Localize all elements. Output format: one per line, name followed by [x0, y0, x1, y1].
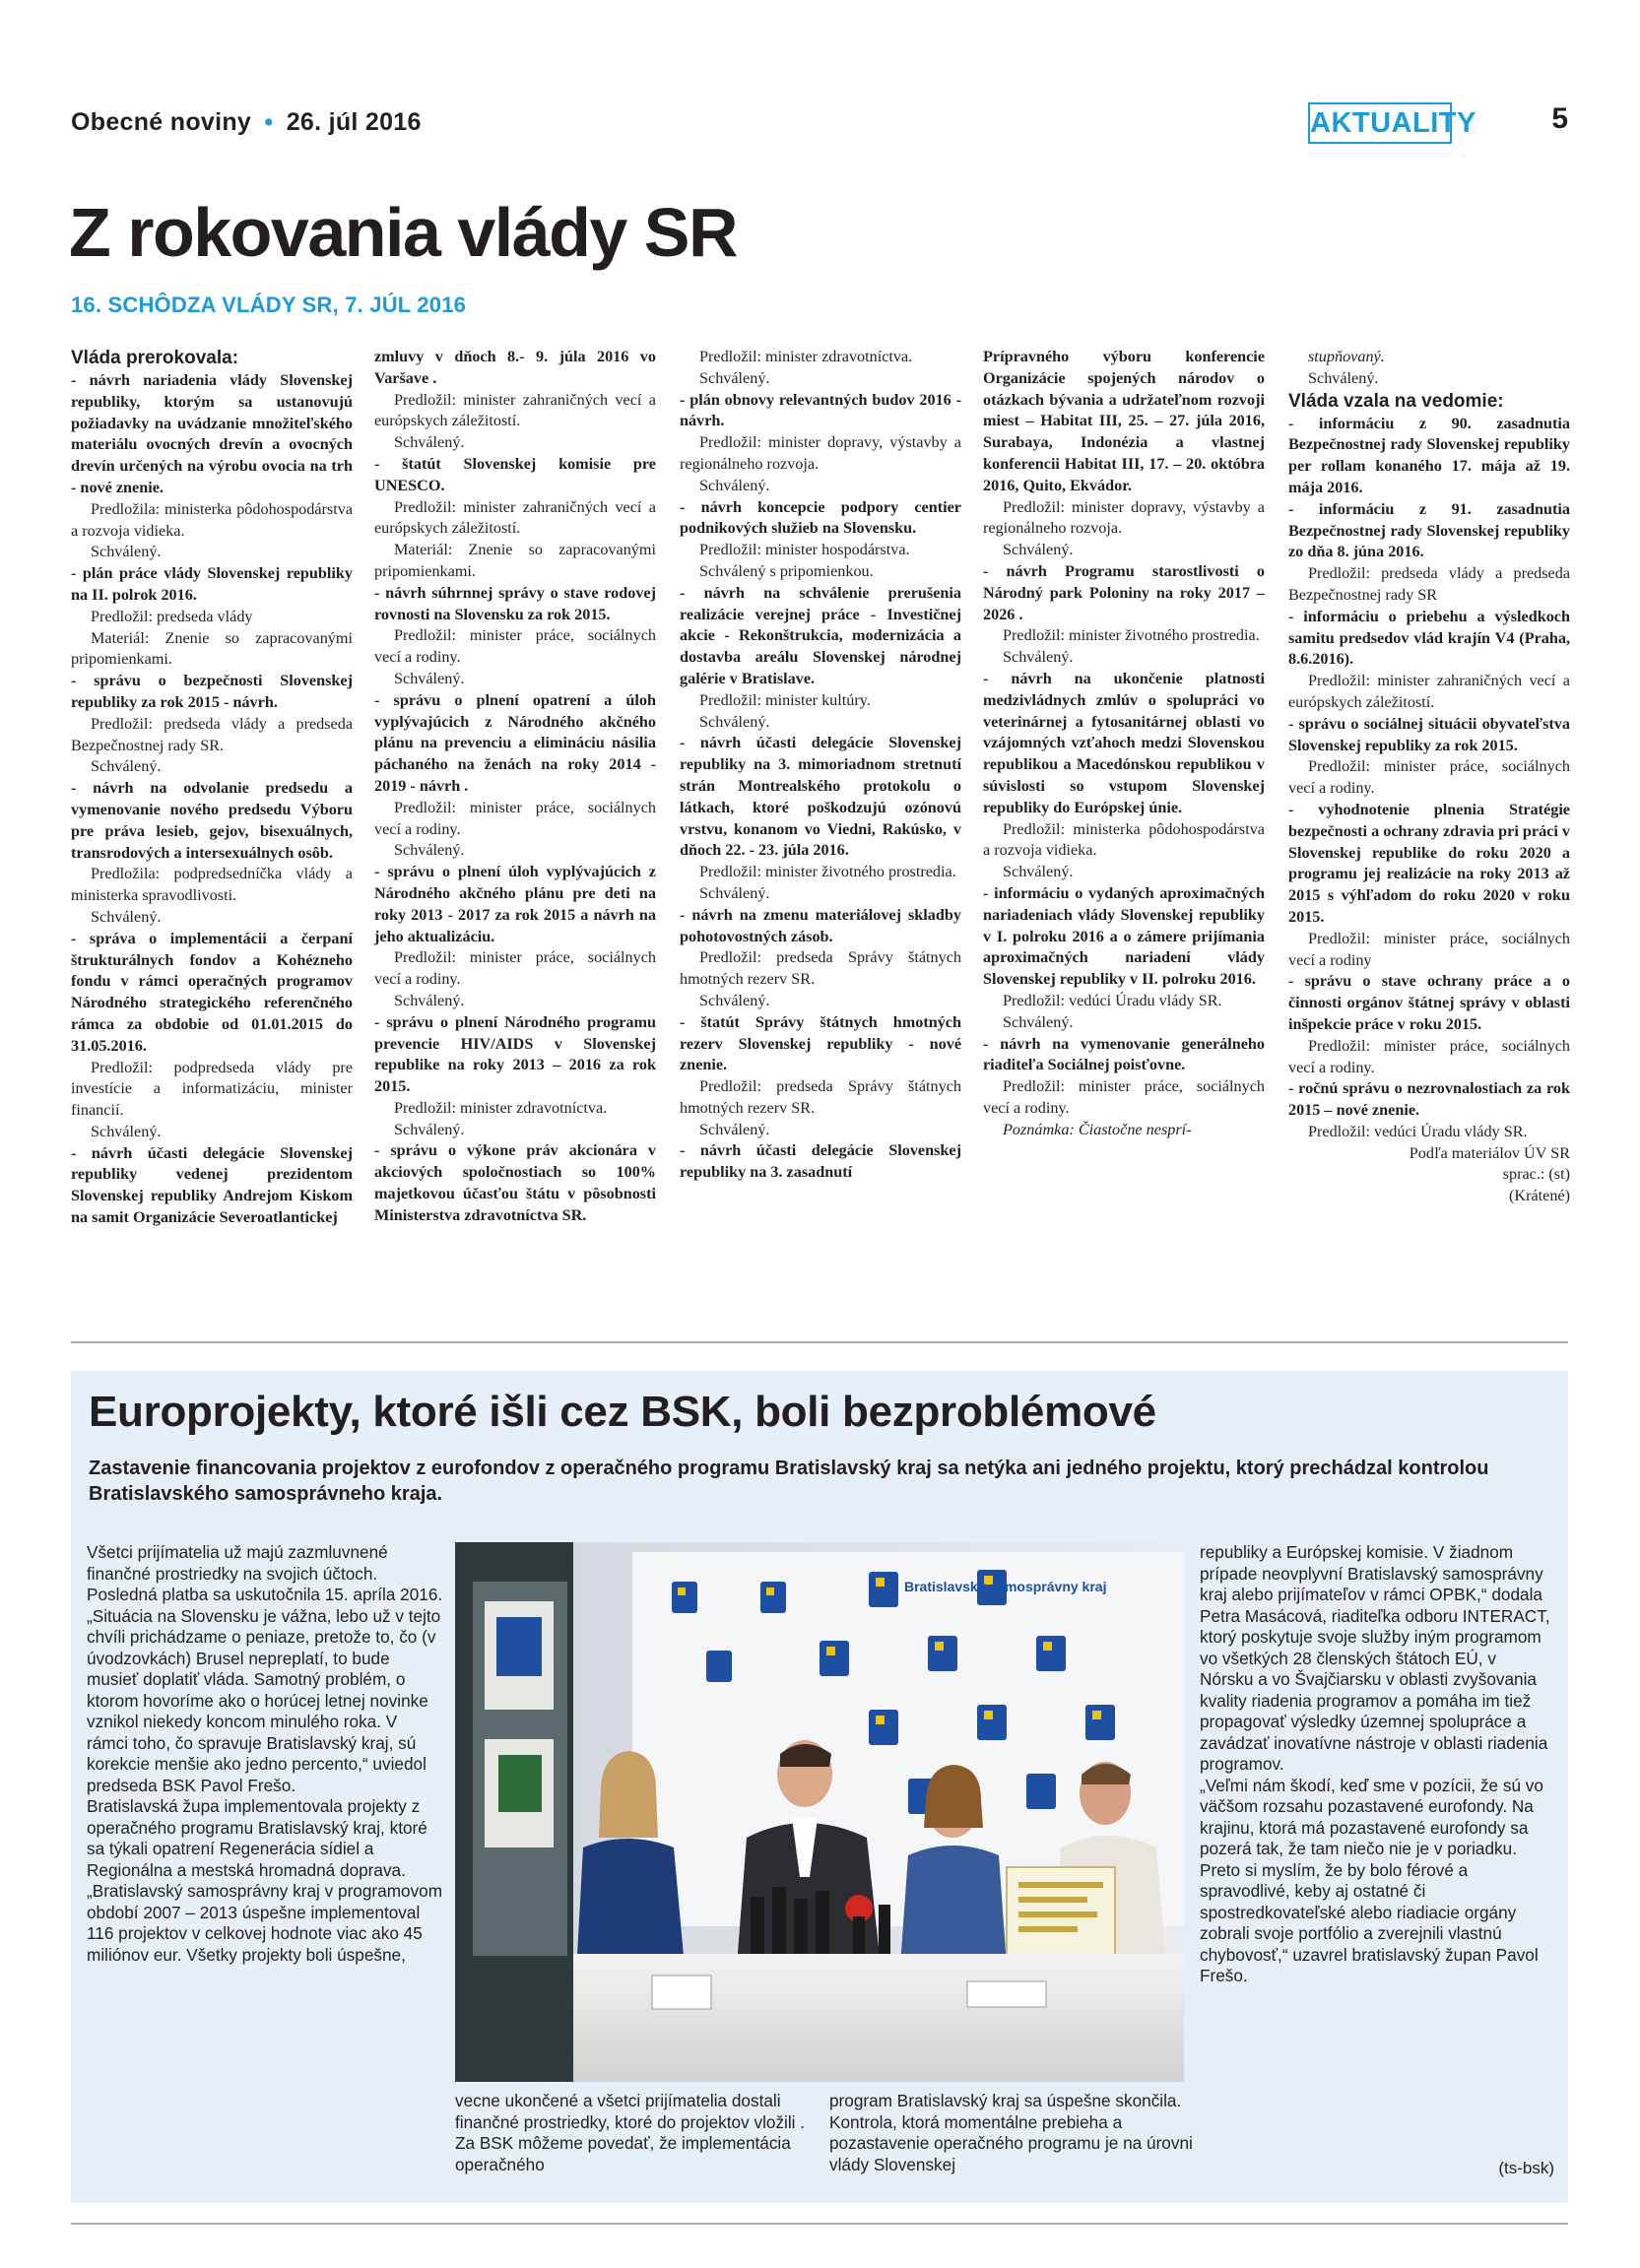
column-paragraph: - návrh koncepcie podpory centier podnikových služieb na Slovensku. — [680, 497, 961, 538]
section-label: AKTUALITY — [1308, 102, 1452, 144]
column-paragraph: zmluvy v dňoch 8.- 9. júla 2016 vo Varšave . — [374, 348, 656, 387]
section-divider — [71, 1341, 1568, 1343]
backdrop-logo-text: Bratislavský samosprávny kraj — [904, 1579, 1107, 1594]
column-paragraph: - informáciu o vydaných aproximačných nariadeniach vlády Slovenskej republiky v I. polroku 2016 a o zámere prijímania aproximačných nariadení vlády Slovenskej republiky v II. polroku 2016. — [983, 883, 1265, 989]
column-paragraph: Schválený. — [394, 1120, 465, 1138]
column-paragraph: - správu o plnení Národného programu prevencie HIV/AIDS v Slovenskej republike na roky 2013 – 2016 za rok 2015. — [374, 1012, 656, 1096]
column-paragraph: - správu o plnení opatrení a úloh vyplývajúcich z Národného akčného plánu na prevenciu a elimináciu násilia páchaného na ženách na roky 2014 - 2019 - návrh . — [374, 690, 656, 795]
column-paragraph: Predložil: minister zahraničných vecí a európskych záležitostí. — [374, 390, 656, 430]
column-paragraph: - návrh Programu starostlivosti o Národný park Poloniny na roky 2017 – 2026 . — [983, 561, 1265, 623]
feature-column-1 — [87, 1542, 443, 1966]
column-paragraph: Predložil: minister práce, sociálnych vecí a rodiny — [1288, 929, 1570, 969]
column-paragraph: Predložil: minister životného prostredia. — [699, 863, 956, 881]
column-paragraph: - návrh nariadenia vlády Slovenskej republiky, ktorým sa ustanovujú požiadavky na uvádzanie množiteľského materiálu ovocných drevín a ovocných drevín určených na výrobu ovocia na trh - nové znenie. — [71, 371, 353, 496]
column-paragraph: Schválený. — [699, 1120, 770, 1138]
column-paragraph: Prípravného výboru konferencie Organizácie spojených národov o otázkach bývania a udržateľnom rozvoji miest – Habitat III, 25. – 27. júla 2016, Surabaya, Indonézia a vlastnej konferencii Habitat III, 17. – 20. októbra 2016, Quito, Ekvádor. — [983, 348, 1265, 494]
column-paragraph: Predložil: predseda Správy štátnych hmotných rezerv SR. — [680, 948, 961, 989]
column-paragraph: - návrh súhrnnej správy o stave rodovej rovnosti na Slovensku za rok 2015. — [374, 583, 656, 623]
column-paragraph: Materiál: Znenie so zapracovanými pripomienkami. — [374, 541, 656, 580]
feature-lead: Zastavenie financovania projektov z eurofondov z operačného programu Bratislavský kraj sa netýka ani jedného projektu, ktorý prechádzal kontrolou Bratislavského samosprávneho kraja. — [89, 1458, 1489, 1505]
feature-title: Europrojekty, ktoré išli cez BSK, boli bezproblémové — [89, 1388, 1156, 1436]
column-paragraph: Podľa materiálov ÚV SR — [1409, 1143, 1570, 1162]
bottom-divider — [71, 2223, 1568, 2225]
feature-column-4 — [1200, 1542, 1552, 1987]
column-paragraph: - informáciu o priebehu a výsledkoch samitu predsedov vlád krajín V4 (Praha, 8.6.2016). — [1288, 607, 1570, 669]
column-paragraph: Schválený. — [394, 669, 465, 687]
article-column-1 — [71, 347, 353, 1331]
column-paragraph: Predložil: minister dopravy, výstavby a regionálneho rozvoja. — [983, 497, 1265, 538]
column-paragraph: Schválený. — [1003, 541, 1074, 559]
column-paragraph: Predložil: minister zahraničných vecí a európskych záležitostí. — [374, 497, 656, 538]
column-paragraph: - plán práce vlády Slovenskej republiky na II. polrok 2016. — [71, 564, 353, 604]
column-paragraph: Predložila: podpredsedníčka vlády a ministerka spravodlivosti. — [71, 865, 353, 905]
column-paragraph: Predložil: minister zahraničných vecí a európskych záležitostí. — [1288, 672, 1570, 711]
issue-date: 26. júl 2016 — [286, 108, 422, 136]
column-paragraph: - správu o sociálnej situácii obyvateľstva Slovenskej republiky za rok 2015. — [1288, 714, 1570, 754]
feature-paragraph: Bratislavská župa implementovala projekty z operačného programu Bratislavský kraj, ktoré sa týkali opatrení Regenerácia sídiel a Regionálna a mestská hromadná doprava. — [87, 1796, 427, 1880]
article-subtitle: 16. SCHÔDZA VLÁDY SR, 7. JÚL 2016 — [71, 292, 467, 317]
column-paragraph: - správu o bezpečnosti Slovenskej republiky za rok 2015 - návrh. — [71, 672, 353, 711]
column-paragraph: Predložil: minister životného prostredia. — [1003, 626, 1260, 645]
column-paragraph: - návrh účasti delegácie Slovenskej republiky vedenej prezidentom Slovenskej republiky Andrejom Kiskom na samit Organizácie Severoatlantickej — [71, 1143, 353, 1227]
feature-paragraph: „Veľmi nám škodí, keď sme v pozícii, že sú vo väčšom rozsahu pozastavené eurofondy. Na krajinu, ktorá má pozastavené eurofondy sa pozerá tak, že tam niečo nie je v poriadku. Preto si myslím, že by bolo férové a spravodlivé, keby aj ostatné či spostredkovateľské alebo riadiacie orgány zobrali svoje portfólio a zverejnili vlastnú chybovosť,“ uzavrel bratislavský župan Pavol Frešo. — [1200, 1775, 1543, 1985]
column-paragraph: - návrh na odvolanie predsedu a vymenovanie nového predsedu Výboru pre práva lesieb, gejov, bisexuálnych, transrodových a intersexuálnych osôb. — [71, 779, 353, 862]
column-paragraph: Schválený. — [91, 1122, 162, 1140]
column-paragraph: Schválený. — [394, 433, 465, 452]
column-paragraph: - štatút Slovenskej komisie pre UNESCO. — [374, 454, 656, 494]
column-paragraph: Predložil: predseda vlády a predseda Bezpečnostnej rady SR. — [71, 714, 353, 754]
column-paragraph: Predložil: minister hospodárstva. — [699, 541, 910, 559]
column-paragraph: - plán obnovy relevantných budov 2016 - návrh. — [680, 390, 961, 430]
article-title: Z rokovania vlády SR — [69, 194, 738, 271]
column-paragraph: Predložil: vedúci Úradu vlády SR. — [1003, 991, 1222, 1009]
column-paragraph: Schválený. — [699, 368, 770, 387]
feature-paragraph: „Situácia na Slovensku je vážna, lebo už v tejto chvíli prichádzame o peniaze, pretože to, čo (v úvodzovkách) Brusel nepreplatí, to bude musieť doplatiť vláda. Samotný problém, o ktorom hovoríme ako o horúcej letnej novinke vznikol niekedy koncom minulého roka. V rámci toho, čo spravuje Bratislavský kraj, sú korekcie menšie ako jedno percento,“ uviedol predseda BSK Pavol Frešo. — [87, 1605, 441, 1795]
column-paragraph: - informáciu z 91. zasadnutia Bezpečnostnej rady Slovenskej republiky zo dňa 8. júna 2016. — [1288, 499, 1570, 561]
column-heading: Vláda prerokovala: — [71, 348, 239, 368]
column-paragraph: Schválený. — [394, 841, 465, 860]
column-paragraph: - správa o implementácii a čerpaní štrukturálnych fondov a Kohézneho fondu v rámci operačných programov Národného strategického referenčného rámca za obdobie od 01.01.2015 do 31.05.2016. — [71, 929, 353, 1055]
column-paragraph: - štatút Správy štátnych hmotných rezerv Slovenskej republiky - nové znenie. — [680, 1012, 961, 1074]
column-paragraph: Schválený. — [699, 476, 770, 494]
column-paragraph: - správu o výkone práv akcionára v akciových spoločnostiach so 100% majetkovou účasťou štátu v pôsobnosti Ministerstva zdravotníctva SR. — [374, 1141, 656, 1224]
column-paragraph: Predložil: minister zdravotníctva. — [394, 1098, 608, 1117]
column-paragraph: Predložil: predseda Správy štátnych hmotných rezerv SR. — [680, 1077, 961, 1117]
column-paragraph: Schválený. — [1003, 863, 1074, 881]
column-paragraph: - správu o stave ochrany práce a o činnosti orgánov štátnej správy v oblasti inšpekcie práce v roku 2015. — [1288, 972, 1570, 1033]
press-conference-photo — [455, 1542, 1184, 2082]
header-separator: • — [264, 108, 274, 136]
article-column-3 — [680, 347, 961, 1331]
column-paragraph: Predložil: vedúci Úradu vlády SR. — [1308, 1122, 1528, 1140]
column-paragraph: Schválený. — [699, 991, 770, 1009]
column-paragraph: Predložil: podpredseda vlády pre investície a informatizáciu, minister financií. — [71, 1058, 353, 1120]
feature-column-3: program Bratislavský kraj sa úspešne skončila. Kontrola, ktorá momentálne prebieha a pozastavenie operačného programu je na úrovni vlády Slovenskej — [829, 2091, 1193, 2174]
column-paragraph: Schválený s pripomienkou. — [699, 561, 874, 580]
column-paragraph: - informáciu z 90. zasadnutia Bezpečnostnej rady Slovenskej republiky per rollam konaného 17. mája až 19. mája 2016. — [1288, 414, 1570, 496]
article-column-5 — [1288, 347, 1570, 1331]
column-paragraph: Predložil: ministerka pôdohospodárstva a rozvoja vidieka. — [983, 819, 1265, 860]
column-paragraph: Schválený. — [91, 757, 162, 776]
feature-credit: (ts-bsk) — [1498, 2159, 1554, 2177]
column-paragraph: Predložil: predseda vlády a predseda Bezpečnostnej rady SR — [1288, 564, 1570, 604]
feature-column-2: vecne ukončené a všetci prijímatelia dostali finančné prostriedky, ktoré do projektov vložili . Za BSK môžeme povedať, že implementácia operačného — [455, 2091, 806, 2174]
column-paragraph: Schválený. — [394, 991, 465, 1009]
column-paragraph: sprac.: (st) — [1502, 1165, 1570, 1184]
column-paragraph: Predložil: predseda vlády — [91, 607, 253, 625]
paper-name: Obecné noviny — [71, 108, 252, 136]
column-paragraph: Predložil: minister práce, sociálnych vecí a rodiny. — [374, 798, 656, 838]
column-paragraph: - návrh účasti delegácie Slovenskej republiky na 3. mimoriadnom stretnutí strán Montrealského protokolu o látkach, ktoré poškodzujú ozónovú vrstvu, konanom vo Viedni, Rakúsko, v dňoch 22. - 23. júla 2016. — [680, 734, 961, 860]
column-paragraph: (Krátené) — [1508, 1187, 1570, 1205]
column-paragraph: - návrh na vymenovanie generálneho riaditeľa Sociálnej poisťovne. — [983, 1034, 1265, 1074]
column-paragraph: Schválený. — [1308, 368, 1379, 387]
column-paragraph: Poznámka: Čiastočne nesprí- — [1003, 1120, 1192, 1138]
column-paragraph: - ročnú správu o nezrovnalostiach za rok 2015 – nové znenie. — [1288, 1079, 1570, 1120]
header-left — [71, 108, 422, 137]
column-paragraph: Predložil: minister zdravotníctva. — [699, 348, 913, 365]
column-paragraph: - správu o plnení úloh vyplývajúcich z Národného akčného plánu pre deti na roky 2013 - 2017 za rok 2015 a návrh na jeho aktualizáciu. — [374, 863, 656, 945]
column-paragraph: Predložil: minister práce, sociálnych vecí a rodiny. — [983, 1077, 1265, 1117]
column-paragraph: Materiál: Znenie so zapracovanými pripomienkami. — [71, 628, 353, 669]
column-paragraph: - vyhodnotenie plnenia Stratégie bezpečnosti a ochrany zdravia pri práci v Slovenskej republike do roku 2020 a programu jej realizácie na roky 2013 až 2015 s výhľadom do roku 2020 v roku 2015. — [1288, 800, 1570, 926]
column-paragraph: - návrh na ukončenie platnosti medzivládnych zmlúv o spolupráci vo veterinárnej a fytosanitárnej oblasti vo vzájomných vzťahoch medzi Slovenskou republikou a Macedónskou republikou v súvislosti so vstupom Slovenskej republiky do Európskej únie. — [983, 669, 1265, 816]
column-paragraph: Predložil: minister práce, sociálnych vecí a rodiny. — [374, 626, 656, 667]
column-paragraph: Schválený. — [1003, 1012, 1074, 1031]
column-paragraph: Schválený. — [699, 712, 770, 731]
column-heading: Vláda vzala na vedomie: — [1288, 390, 1504, 412]
column-paragraph: Schválený. — [91, 907, 162, 926]
article-column-4 — [983, 347, 1265, 1331]
feature-paragraph: „Bratislavský samosprávny kraj v programovom období 2007 – 2013 úspešne implementoval 116 projektov v celkovej hodnote viac ako 45 miliónov eur. Všetky projekty boli úspešne, — [87, 1881, 443, 1965]
feature-paragraph: Všetci prijímatelia už majú zazmluvnené finančné prostriedky na svojich účtoch. Posledná platba sa uskutočnila 15. apríla 2016. — [87, 1542, 443, 1604]
column-paragraph: Predložil: minister práce, sociálnych vecí a rodiny. — [1288, 1036, 1570, 1076]
column-paragraph: - návrh na schválenie prerušenia realizácie verejnej práce - Investičnej akcie - Rekonštrukcia, modernizácia a dostavba areálu Slovenskej národnej galérie v Bratislave. — [680, 583, 961, 687]
column-paragraph: Predložil: minister práce, sociálnych vecí a rodiny. — [1288, 757, 1570, 798]
column-paragraph: Schválený. — [699, 883, 770, 902]
column-paragraph: - návrh účasti delegácie Slovenskej republiky na 3. zasadnutí — [680, 1141, 961, 1182]
column-paragraph: Predložil: minister dopravy, výstavby a regionálneho rozvoja. — [680, 433, 961, 473]
column-paragraph: Schválený. — [1003, 648, 1074, 667]
column-paragraph: Predložila: ministerka pôdohospodárstva a rozvoja vidieka. — [71, 499, 353, 540]
article-column-2 — [374, 347, 656, 1331]
column-paragraph: stupňovaný. — [1308, 348, 1385, 365]
column-paragraph: Schválený. — [91, 543, 162, 561]
page-header — [71, 98, 1568, 146]
column-paragraph: Predložil: minister práce, sociálnych vecí a rodiny. — [374, 948, 656, 989]
column-paragraph: Predložil: minister kultúry. — [699, 690, 871, 709]
page-number: 5 — [1551, 102, 1568, 135]
feature-paragraph: republiky a Európskej komisie. V žiadnom prípade neovplyvní Bratislavský samosprávny kraj alebo prijímateľov v rámci OPBK,“ dodala Petra Masácová, riaditeľka odboru INTERACT, ktorý poskytuje svoje služby iným programom vo všetkých 28 členských štátoch EÚ, v Nórsku a vo Švajčiarsku v oblasti zvyšovania kvality riadenia programov a pomáha im tiež propagovať výsledky územnej spolupráce a zavádzať inovatívne nástroje v oblasti riadenia programov. — [1200, 1542, 1550, 1774]
column-paragraph: - návrh na zmenu materiálovej skladby pohotovostných zásob. — [680, 905, 961, 945]
